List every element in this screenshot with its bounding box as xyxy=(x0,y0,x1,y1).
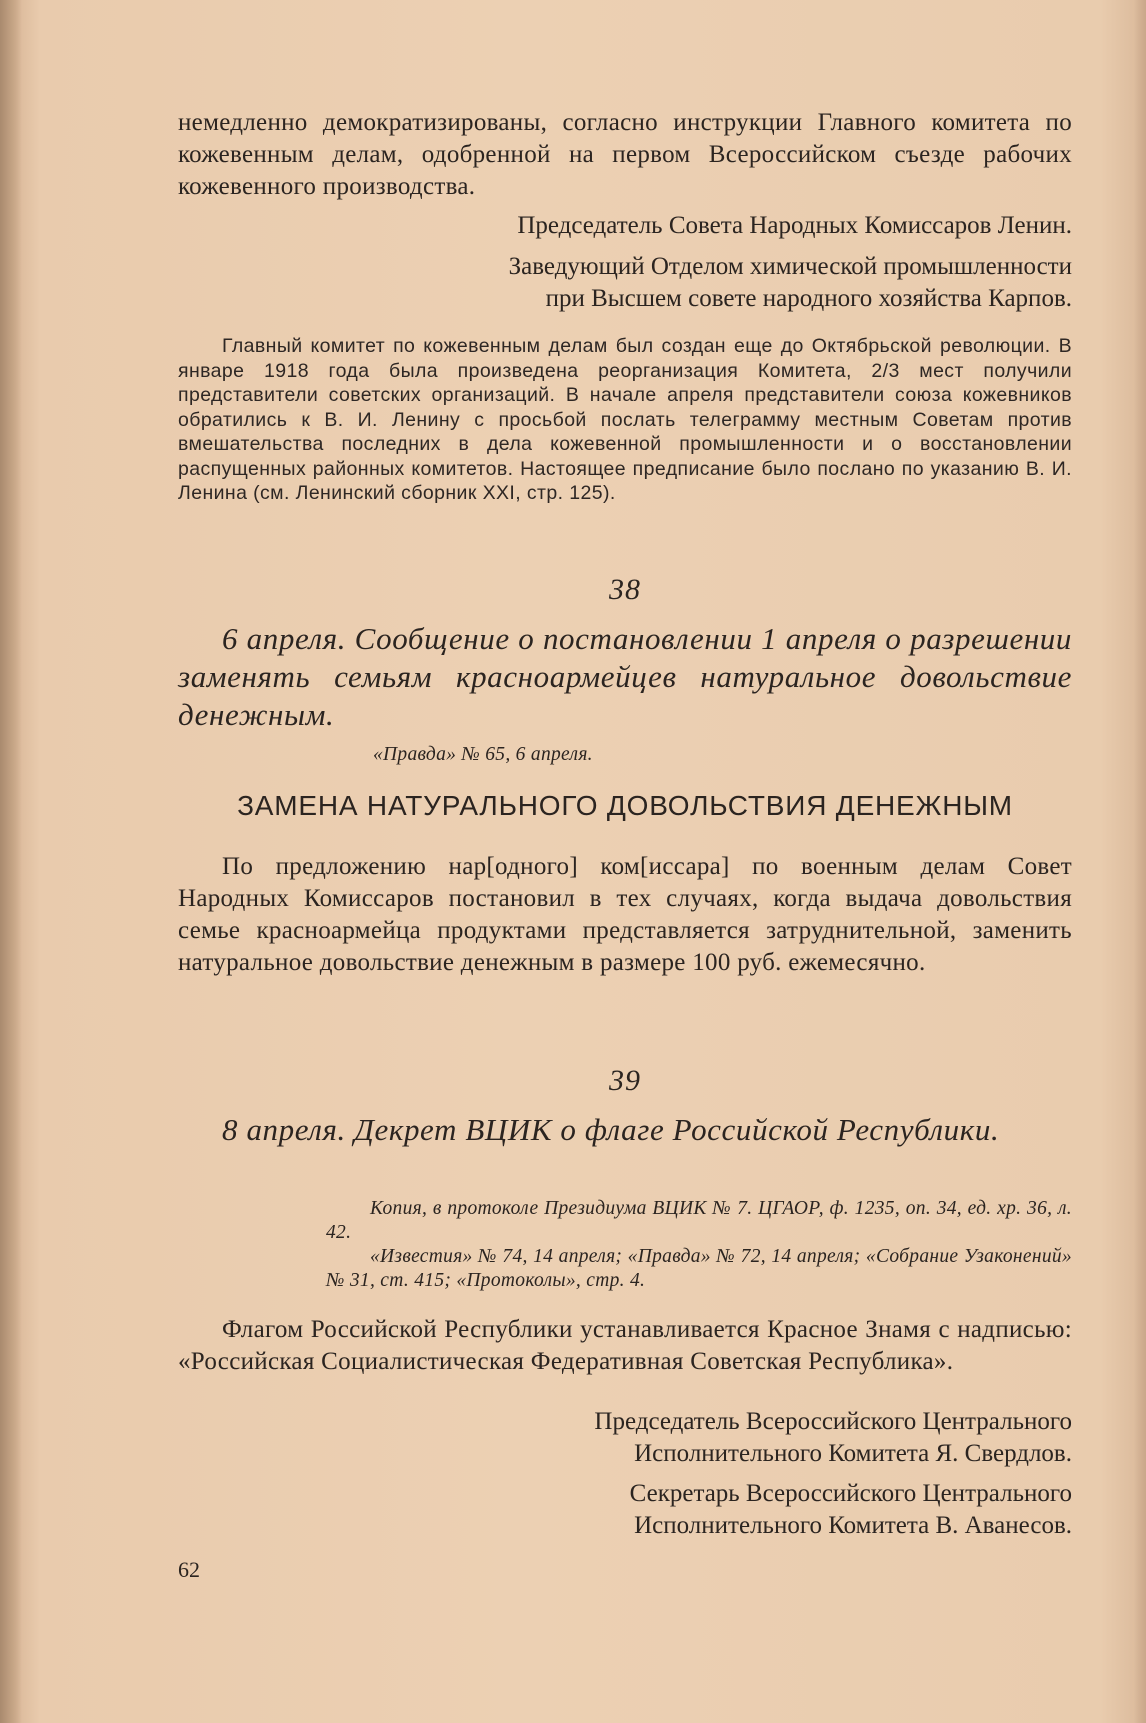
book-spine-shadow xyxy=(0,0,22,1723)
signature-avanesov xyxy=(178,1478,1072,1542)
document-38-text: По предложению нар[одного] ком[иссара] по военным делам Совет Народных Комиссаров постановил в тех случаях, когда выдача довольствия семье красноармейца продуктами представляется затруднительной, заменить натуральное довольствие денежным в размере 100 руб. ежемесячно. xyxy=(178,853,1072,976)
signature-karpov-line1: Заведующий Отделом химической промышленности xyxy=(508,253,1072,280)
document-39-source-archive: Копия, в протоколе Президиума ВЦИК № 7. ЦГАОР, ф. 1235, оп. 34, ед. хр. 36, л. 42. xyxy=(326,1198,1072,1243)
document-38-source: «Правда» № 65, 6 апреля. xyxy=(373,744,593,765)
document-39-source-publications: «Известия» № 74, 14 апреля; «Правда» № 72, 14 апреля; «Собрание Узаконений» № 31, ст. 415; «Протоколы», стр. 4. xyxy=(326,1246,1072,1291)
signature-lenin: Председатель Совета Народных Комиссаров Ленин. xyxy=(517,212,1072,239)
document-39-sources xyxy=(326,1197,1072,1293)
signature-sverdlov-line2: Исполнительного Комитета Я. Свердлов. xyxy=(634,1440,1072,1467)
document-38-heading: 6 апреля. Сообщение о постановлении 1 апреля о разрешении заменять семьям красноармейцев натуральное довольствие денежным. xyxy=(178,621,1072,732)
document-number-39: 39 xyxy=(609,1064,641,1097)
document-38-title: ЗАМЕНА НАТУРАЛЬНОГО ДОВОЛЬСТВИЯ ДЕНЕЖНЫМ xyxy=(237,790,1013,821)
editorial-note: Главный комитет по кожевенным делам был создан еще до Октябрьской революции. В январе 1918 года была произведена реорганизация Комитета, 2/3 мест получили представители советских организаций. В начале апреля представители союза кожевников обратились к В. И. Ленину с просьбой послать телеграмму местным Советам против вмешательства последних в дела кожевенной промышленности и о восстановлении распущенных районных комитетов. Настоящее предписание было послано по указанию В. И. Ленина (см. Ленинский сборник XXI, стр. 125). xyxy=(178,335,1072,504)
document-number-38: 38 xyxy=(609,573,641,606)
signature-avanesov-line1: Секретарь Всероссийского Центрального xyxy=(629,1480,1072,1507)
signature-karpov xyxy=(178,251,1072,315)
signature-sverdlov-line1: Председатель Всероссийского Центрального xyxy=(594,1408,1072,1435)
signature-avanesov-line2: Исполнительного Комитета В. Аванесов. xyxy=(634,1512,1072,1539)
signature-karpov-line2: при Высшем совете народного хозяйства Карпов. xyxy=(545,285,1072,312)
top-paragraph: немедленно демократизированы, согласно инструкции Главного комитета по кожевенным делам, одобренной на первом Всероссийском съезде рабочих кожевенного производства. xyxy=(178,109,1072,200)
page-edge-shadow xyxy=(1134,0,1146,1723)
document-39-heading: 8 апреля. Декрет ВЦИК о флаге Российской Республики. xyxy=(222,1112,1000,1147)
signature-sverdlov xyxy=(178,1406,1072,1470)
page-number: 62 xyxy=(178,1557,200,1582)
document-39-text: Флагом Российской Республики устанавливается Красное Знамя с надписью: «Российская Социалистическая Федеративная Советская Республика». xyxy=(178,1316,1072,1375)
